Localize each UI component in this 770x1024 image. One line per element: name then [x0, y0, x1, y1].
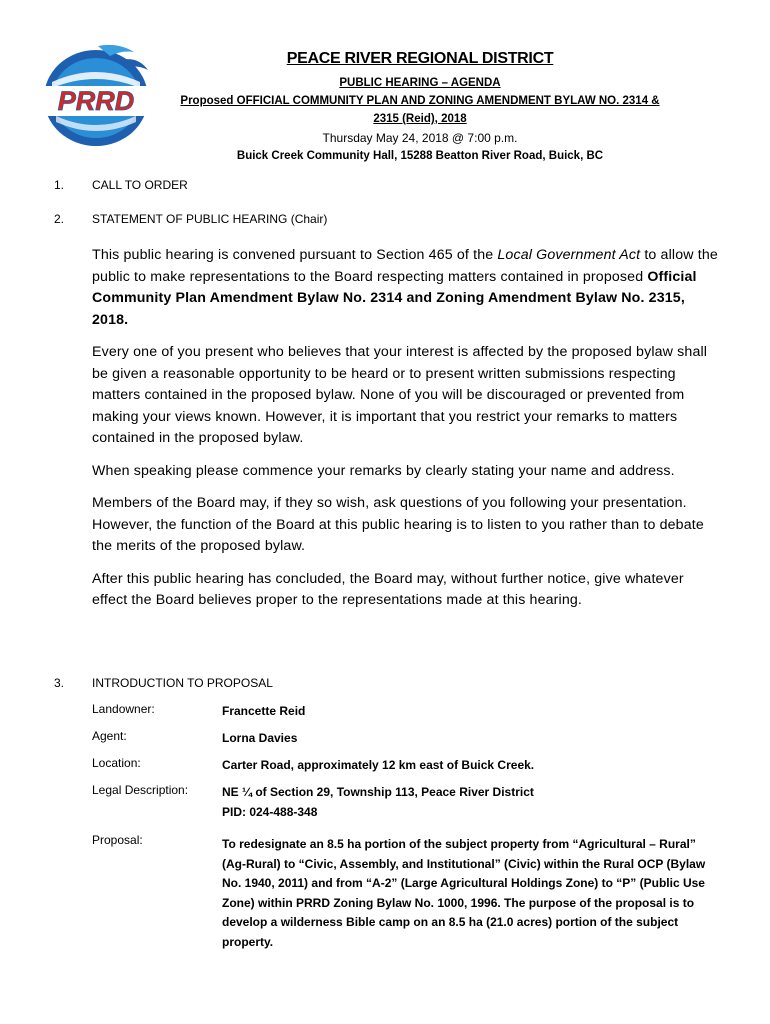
statement-paragraph-3: When speaking please commence your remarks by clearly stating your name and address.: [92, 462, 675, 479]
hearing-location: Buick Creek Community Hall, 15288 Beatton River Road, Buick, BC: [236, 150, 604, 162]
agenda-item-text: CALL TO ORDER: [92, 178, 188, 192]
legal-label: Legal Description:: [92, 783, 189, 797]
landowner-value: Francette Reid: [222, 704, 306, 718]
location-value: Carter Road, approximately 12 km east of Buick Creek.: [222, 758, 535, 772]
landowner-label: Landowner:: [92, 702, 155, 716]
legal-value: NE ¼ of Section 29, Township 113, Peace River District: [222, 785, 534, 799]
agenda-item-number: 1.: [54, 178, 65, 192]
proposed-line-2: 2315 (Reid), 2018: [373, 113, 467, 125]
document-title: PEACE RIVER REGIONAL DISTRICT: [286, 50, 554, 67]
proposal-value: To redesignate an 8.5 ha portion of the subject property from “Agricultural – Rural” (Ag-Rural) to “Civic, Assembly, and Institutional” (Civic) within the Rural OCP (Bylaw No. 1940, 2011) and from “A-2” (Large Agricultural Holdings Zone) to “P” (Public Use Zone) within PRRD Zoning Bylaw No. 1000, 1996. The purpose of the proposal is to develop a wilderness Bible camp on an 8.5 ha (21.0 acres) portion of the subject property.: [222, 837, 706, 949]
proposal-label: Proposal:: [92, 833, 143, 847]
agent-label: Agent:: [92, 729, 127, 743]
agenda-item-number: 2.: [54, 212, 65, 226]
statement-paragraph-1: This public hearing is convened pursuant to Section 465 of the Local Government Act to allow the public to make representations to the Board respecting matters contained in proposed Official Community Plan Amendment Bylaw No. 2314 and Zoning Amendment Bylaw No. 2315, 2018.: [92, 247, 718, 328]
statement-paragraph-5: After this public hearing has concluded, the Board may, without further notice, give whatever effect the Board believes proper to the representations made at this hearing.: [92, 570, 684, 608]
proposed-line-1: Proposed OFFICIAL COMMUNITY PLAN AND ZONING AMENDMENT BYLAW NO. 2314 &: [180, 95, 660, 107]
hearing-subtitle: PUBLIC HEARING – AGENDA: [339, 77, 501, 89]
statement-paragraph-2: Every one of you present who believes that your interest is affected by the proposed bylaw shall be given a reasonable opportunity to be heard or to present written submissions respecting matters contained in the proposed bylaw. None of you will be discouraged or prevented from making your views known. However, it is important that you restrict your remarks to matters contained in the proposed bylaw.: [92, 344, 708, 446]
agenda-item-text: STATEMENT OF PUBLIC HEARING (Chair): [92, 212, 328, 226]
statement-paragraph-4: Members of the Board may, if they so wish, ask questions of you following your presentation. However, the function of the Board at this public hearing is to listen to you rather than to debate the merits of the proposed bylaw.: [92, 495, 704, 554]
statement-body: [92, 245, 722, 623]
agenda-item-text: INTRODUCTION TO PROPOSAL: [92, 676, 273, 690]
pid-value: PID: 024-488-348: [222, 804, 318, 819]
agenda-item-number: 3.: [54, 676, 65, 690]
location-label: Location:: [92, 756, 141, 770]
prrd-logo: [38, 42, 154, 150]
agent-value: Lorna Davies: [222, 731, 298, 745]
document-header: [160, 50, 680, 165]
hearing-date: Thursday May 24, 2018 @ 7:00 p.m.: [322, 131, 518, 145]
logo-text: PRRD: [57, 86, 135, 116]
